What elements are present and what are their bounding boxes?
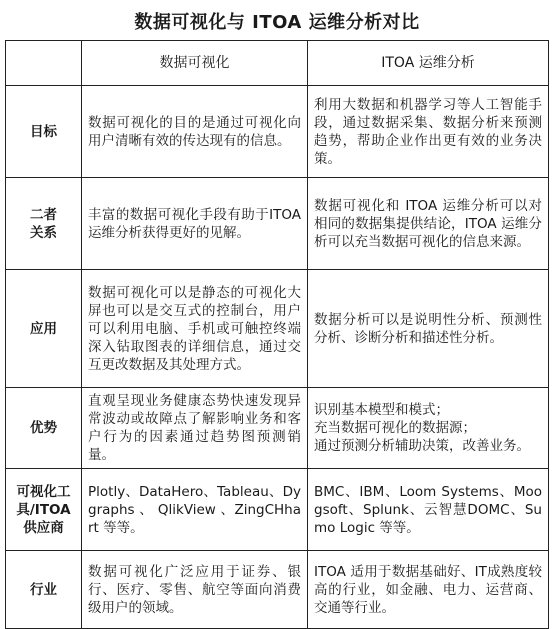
cell-visual-industry: 数据可视化广泛应用于证券、银行、医疗、零售、航空等面向消费级用户的领域。 [82, 551, 308, 629]
row-label-advantage: 优势 [6, 388, 82, 469]
cell-visual-advantage: 直观呈现业务健康态势快速发现异常波动或故障点了解影响业务和客户行为的因素通过趋势图预测销量。 [82, 388, 308, 469]
cell-itoa-application: 数据分析可以是说明性分析、预测性分析、诊断分析和描述性分析。 [308, 270, 549, 388]
cell-visual-application: 数据可视化可以是静态的可视化大屏也可以是交互式的控制台，用户可以利用电脑、手机或可触控终端深入钻取图表的详细信息，通过交互更改数据及其处理方式。 [82, 270, 308, 388]
cell-itoa-vendors: BMC、IBM、Loom Systems、Moogsoft、Splunk、云智慧DOMC、Sumo Logic 等等。 [308, 469, 549, 551]
header-itoa: ITOA 运维分析 [308, 41, 549, 86]
table-row-relation [6, 178, 549, 270]
header-empty-cell [6, 41, 82, 86]
cell-visual-relation: 丰富的数据可视化手段有助于ITOA 运维分析获得更好的见解。 [82, 178, 308, 270]
table-row-goal [6, 86, 549, 178]
table-row-industry [6, 551, 549, 629]
row-label-vendors: 可视化工具/ITOA供应商 [6, 469, 82, 551]
cell-itoa-relation: 数据可视化和 ITOA 运维分析可以对相同的数据集提供结论，ITOA 运维分析可以充当数据可视化的信息来源。 [308, 178, 549, 270]
header-visualization: 数据可视化 [82, 41, 308, 86]
table-row-advantage [6, 388, 549, 469]
cell-itoa-industry: ITOA 适用于数据基础好、IT成熟度较高的行业，如金融、电力、运营商、交通等行业。 [308, 551, 549, 629]
page-title: 数据可视化与 ITOA 运维分析对比 [134, 12, 420, 33]
table-header-row [6, 41, 549, 86]
cell-itoa-goal: 利用大数据和机器学习等人工智能手段，通过数据采集、数据分析来预测趋势，帮助企业作出更有效的业务决策。 [308, 86, 549, 178]
row-label-industry: 行业 [6, 551, 82, 629]
table-row-application [6, 270, 549, 388]
cell-itoa-advantage: 识别基本模型和模式； 充当数据可视化的数据源； 通过预测分析辅助决策，改善业务。 [308, 388, 549, 469]
row-label-relation: 二者 关系 [6, 178, 82, 270]
comparison-table [5, 40, 549, 629]
cell-visual-goal: 数据可视化的目的是通过可视化向用户清晰有效的传达现有的信息。 [82, 86, 308, 178]
row-label-goal: 目标 [6, 86, 82, 178]
cell-visual-vendors: Plotly、DataHero、Tableau、Dygraphs 、 QlikView 、ZingCHhart 等等。 [82, 469, 308, 551]
table-row-vendors [6, 469, 549, 551]
row-label-application: 应用 [6, 270, 82, 388]
